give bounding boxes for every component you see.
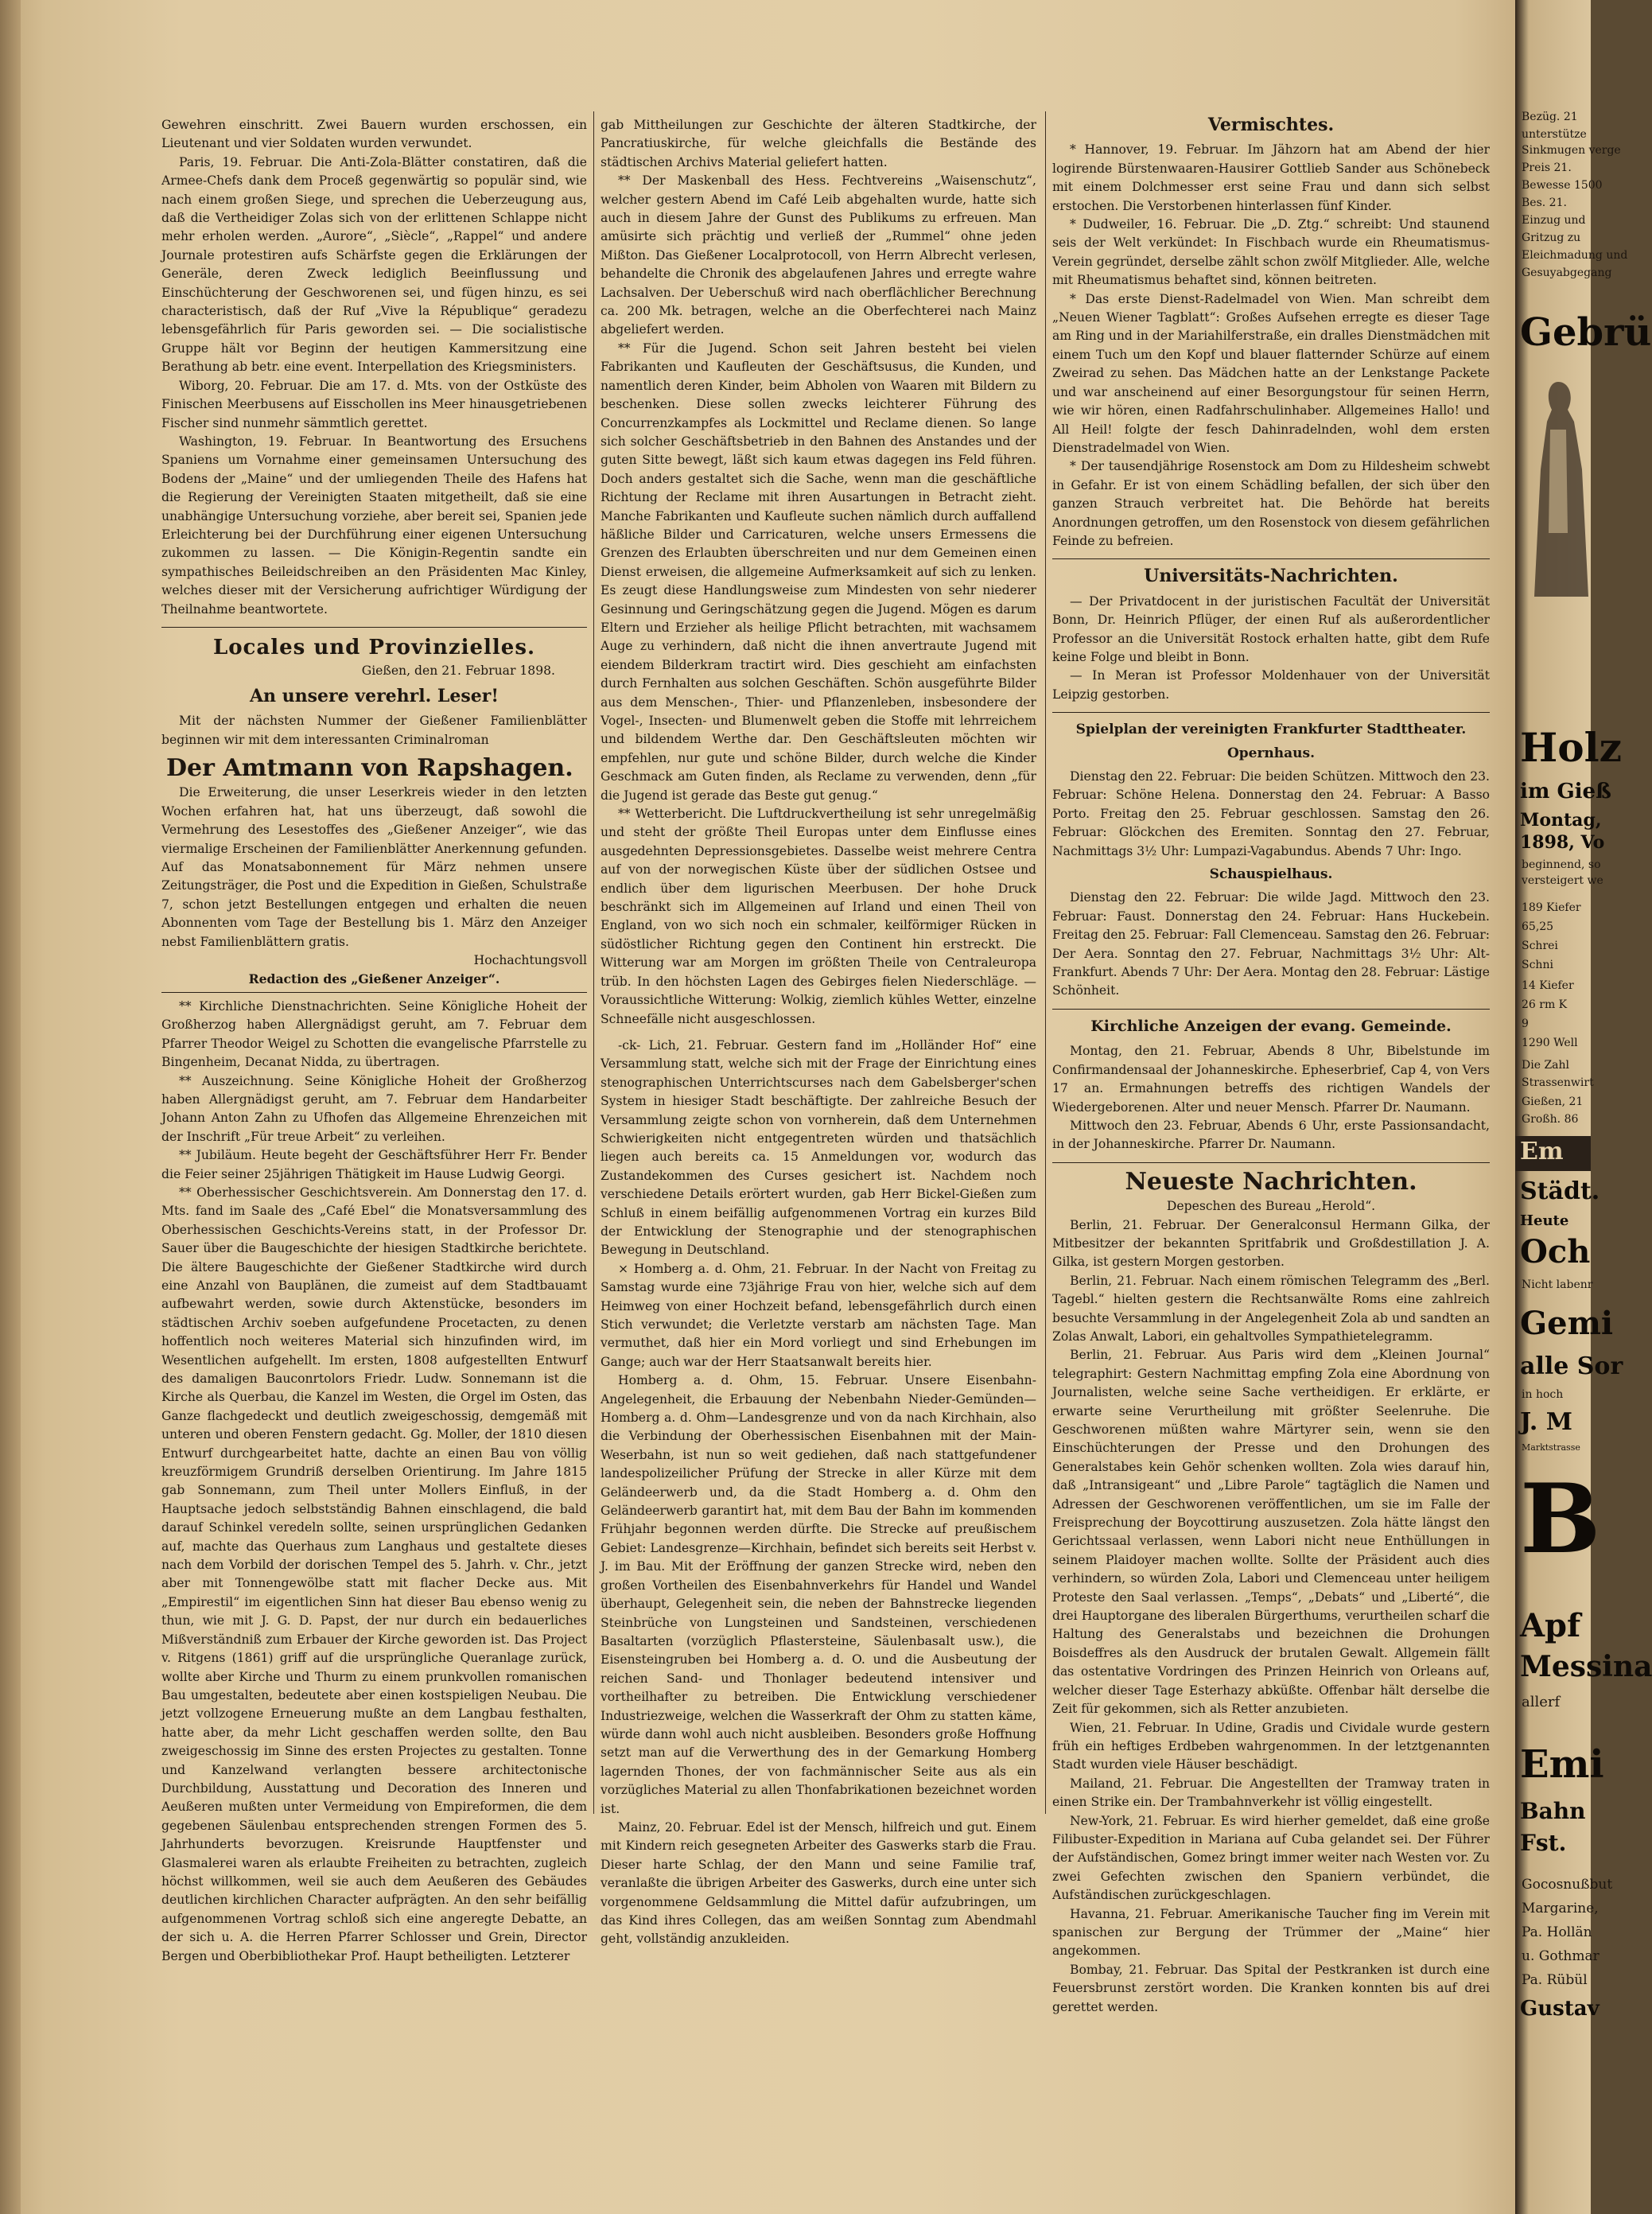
article-auszeichnung: ** Auszeichnung. Seine Königliche Hoheit der Großherzog haben Allergnädigst geruht, am 7. Februar dem Handarbeiter Johann Anton Zahn zu Ufhofen das Allgemeine Ehrenzeichen mit der Inschrift „Für treue Arbeit“ zu verleihen. bbox=[161, 1073, 587, 1144]
article-paris: Paris, 19. Februar. Die Anti-Zola-Blätter constatiren, daß die Armee-Chefs dank dem Proceß gegenwärtig so populär sind, wie nach einem großen Siege, und sprechen die Ueberzeugung aus, daß die Vertheidiger Zolas sich von der erlittenen Schlappe nicht mehr erholen werden. „Aurore“, „Siècle“, „Rappel“ und andere Journale protestiren aufs Schärfste gegen die Erklärungen der Generäle, deren Zweck lediglich Beeinflussung und Einschüchterung der Geschworenen sei, und fügen hinzu, es sei characteristisch, daß der Ruf „Vive la République“ geradezu lebensgefährlich für Paris geworden sei. — Die socialistische Gruppe hält vor Beginn der heutigen Kammersitzung eine Berathung ab betr. eine event. Interpellation des Kriegsministers. bbox=[161, 154, 587, 375]
article-mainz: Mainz, 20. Februar. Edel ist der Mensch, hilfreich und gut. Einem mit Kindern reich gesegneten Arbeiter des Gaswerks starb die Frau. Dieser harte Schlag, der den Mann und seine Familie traf, veranlaßte die übrigen Arbeiter des Gaswerks, durch eine unter sich vorgenommene Geldsammlung die Mittel dafür aufzubringen, um das Kind ihres Collegen, das am weißen Sonntag zum Abendmahl geht, vollständig anzukleiden. bbox=[601, 1819, 1036, 1947]
strip-line: Die Zahl bbox=[1522, 1059, 1570, 1072]
strip-ad-title: Bahn bbox=[1520, 1798, 1586, 1824]
section-divider bbox=[1052, 558, 1490, 559]
dispatch-source: Depeschen des Bureau „Herold“. bbox=[1166, 1199, 1376, 1214]
column-rule-1 bbox=[593, 111, 594, 1814]
strip-line: Gritzug zu bbox=[1522, 232, 1581, 244]
article-wiborg: Wiborg, 20. Februar. Die am 17. d. Mts. von der Ostküste des Finischen Meerbusens auf Eisschollen ins Meer hinausgetriebenen Fischer sind nunmehr sämmtlich gerettet. bbox=[161, 378, 587, 430]
strip-ad-title: Gebrü bbox=[1520, 310, 1652, 355]
article-homberg-2: Homberg a. d. Ohm, 15. Februar. Unsere Eisenbahn-Angelegenheit, die Erbauung der Nebenbahn Nieder-Gemünden—Homberg a. d. Ohm—Landesgrenze und von da nach Kirchhain, also die Verbindung der Oberhessischen Eisenbahnen mit der Main-Weserbahn, ist nun so weit gediehen, daß nach stattgefundener landespolizeilicher Prüfung der Strecke in aller Kürze mit dem Geländeerwerb und, da die Stadt Homberg a. d. Ohm den Geländeerwerb garantirt hat, mit dem Bau der Bahn im kommenden Frühjahr begonnen werden dürfte. Die Strecke auf preußischem Gebiet: Landesgrenze—Kirchhain, befindet sich bereits seit Herbst v. J. im Bau. Mit der Eröffnung der ganzen Strecke wird, neben den großen Vortheilen des Eisenbahnverkehrs für Handel und Wandel überhaupt, Gelegenheit sein, die neben der Bahnstrecke liegenden Steinbrüche von Lungsteinen und Sandsteinen, verschiedenen Basaltarten (vorzüglich Pflastersteine, Säulenbasalt usw.), die Eisensteingruben bei Homberg a. d. O. und die Ausbeutung der reichen Sand- und Thonlager bedeutend intensiver und vortheilhafter zu betreiben. Die Entwicklung verschiedener Industriezweige, welchen die Wasserkraft der Ohm zu statten käme, würde dann wohl auch nicht ausbleiben. Besonders große Hoffnung setzt man auf die Verwerthung des in der Gemarkung Homberg lagernden Thones, der von fachmännischer Seite aus als ein vorzügliches Material zu allen Thonfabrikationen bezeichnet worden ist. bbox=[601, 1373, 1036, 1816]
strip-line: Pa. Rübül bbox=[1522, 1972, 1588, 1988]
notice-body: Die Erweiterung, die unser Leserkreis wieder in den letzten Wochen erfahren hat, hat uns überzeugt, daß sowohl die Vermehrung des Lesestoffes des „Gießener Anzeiger“, wie das viermalige Erscheinen der Familienblätter Anerkennung gefunden. Auf das Monatsabonnement für März nehmen unsere Zeitungsträger, die Post und die Expedition in Gießen, Schulstraße 7, schon jetzt Bestellungen entgegen und erhalten die neuen Abonnenten vom Tage der Bestellung bis 1. März den Anzeiger nebst Familienblättern gratis. bbox=[161, 785, 587, 949]
strip-ad-title: Holz bbox=[1520, 724, 1622, 771]
article-jugend: ** Für die Jugend. Schon seit Jahren besteht bei vielen Fabrikanten und Kaufleuten der Geschäftsusus, die Kunden, und namentlich deren Kinder, beim Abholen von Waaren mit Bildern zu beschenken. Diese sollen zwecks leichterer Führung des Concurrenzkampfes als Lockmittel und Reclame dienen. So lange sich solcher Geschäftsbetrieb in den Bahnen des Anstandes und der guten Sitte bewegt, läßt sich kaum etwas dagegen ins Feld führen. Doch anders gestaltet sich die Sache, wenn man die geschäftliche Richtung der Reclame mit ihren Ausartungen in Betracht zieht. Manche Fabrikanten und Kaufleute suchen nämlich durch auffallend häßliche Bilder und Carricaturen, welche unsers Ermessens die Grenzen des Erlaubten überschreiten und nur dem Gemeinen einen Dienst erweisen, die allgemeine Aufmerksamkeit auf sich zu lenken. Es zeugt diese Handlungsweise zum Mindesten von sehr niederer Gesinnung und Geringschätzung gegen die Jugend. Mögen es darum Eltern und Erzieher als heilige Pflicht betrachten, mit wachsamem Auge zu verhindern, daß nicht die ihnen anvertraute Jugend mit eiendem Bilderkram tractirt wird. Dies geschieht am einfachsten durch Fernhalten aus solchen Geschäften. Schön ausgeführte Bilder aus dem Menschen-, Thier- und Pflanzenleben, insbesondere der Vogel-, Insecten- und Blumenwelt geben die Stoffe mit lehrreichem und bildendem Werthe dar. Den Geschäftsleuten möchten wir empfehlen, nur gute und schöne Bilder, durch welche die Kinder Geschmack am Guten finden, als Reclame zu verwenden, denn „für die Jugend ist gerade das Beste gut genug.“ bbox=[601, 340, 1036, 803]
closing-formula: Hochachtungsvoll bbox=[473, 953, 587, 968]
article-wetterbericht: ** Wetterbericht. Die Luftdruckvertheilung ist sehr unregelmäßig und steht der größte Theil Europas unter dem Einflusse eines ausgedehnten Depressionsgebietes. Dasselbe weist mehrere Centra auf von der norwegischen Küste über der südlichen Ostsee und endlich über dem ligurischen Meerbusen. Der hohe Druck beschränkt sich im Allgemeinen auf Irland und einen Theil von England, von wo sich noch ein schmaler, keilförmiger Rücken in südöstlicher Richtung gegen den Continent hin erstreckt. Die Witterung war am Morgen im größten Theile von Centraleuropa trüb. In den höchsten Lagen des Gebirges fielen Niederschläge. — Voraussichtliche Witterung: Wolkig, ziemlich kühles Wetter, einzelne Schneefälle nicht ausgeschlossen. bbox=[601, 807, 1036, 1026]
strip-line: Pa. Hollän bbox=[1522, 1924, 1592, 1940]
strip-ad-subtitle: im Gieß bbox=[1520, 780, 1611, 803]
strip-ad-title: Apf bbox=[1520, 1607, 1581, 1644]
dateline: Gießen, den 21. Februar 1898. bbox=[361, 663, 555, 679]
news-mailand: Mailand, 21. Februar. Die Angestellten der Tramway traten in einen Strike ein. Der Trambahnverkehr ist völlig eingestellt. bbox=[1052, 1776, 1490, 1810]
strip-line: Großh. 86 bbox=[1522, 1113, 1579, 1126]
strip-line: 65,25 bbox=[1522, 920, 1554, 933]
strip-line: Marktstrasse bbox=[1522, 1442, 1580, 1453]
editorial-signature: Redaction des „Gießener Anzeiger“. bbox=[248, 971, 500, 987]
section-divider bbox=[161, 627, 587, 628]
page-binding bbox=[0, 0, 21, 2214]
article-lich: -ck- Lich, 21. Februar. Gestern fand im „Holländer Hof“ eine Versammlung statt, welche sich mit der Frage der Einrichtung eines stenographischen Unterrichtscurses nach dem Gabelsberger'schen System in hiesiger Stadt beschäftigte. Der zahlreiche Besuch der Versammlung zeigte schon von vornherein, daß dem Unternehmen Schwierigkeiten nicht entgegentreten würden und thatsächlich liegen auch bereits ca. 15 Anmeldungen vor, wodurch das Zustandekommen des Curses gesichert ist. Nachdem noch verschiedene Details erörtert wurden, gab Herr Bickel-Gießen zum Schluß in einem beifällig aufgenommenen Vortrag ein kurzes Bild der Entwicklung der Stenographie und der stenographischen Bewegung in Deutschland. bbox=[601, 1037, 1036, 1258]
article-text: Gewehren einschritt. Zwei Bauern wurden erschossen, ein Lieutenant und vier Soldaten wurden verwundet. bbox=[161, 118, 587, 151]
strip-line: 26 rm K bbox=[1522, 998, 1568, 1011]
section-heading-universitaet: Universitäts-Nachrichten. bbox=[1144, 566, 1398, 587]
news-bombay: Bombay, 21. Februar. Das Spital der Pestkranken ist durch eine Feuersbrunst zerstört worden. Die Kranken konnten bis auf drei gerettet werden. bbox=[1052, 1962, 1490, 2014]
strip-line: Bes. 21. bbox=[1522, 196, 1567, 209]
news-berlin-2: Berlin, 21. Februar. Nach einem römischen Telegramm des „Berl. Tagebl.“ hielten gestern die Rechtsanwälte Roms eine zahlreich besuchte Versammlung in der Angelegenheit Zola ab und sandten an Zolas Anwalt, Labori, ein gehaltvolles Sympathietelegramm. bbox=[1052, 1273, 1490, 1344]
article-dudweiler: * Dudweiler, 16. Februar. Die „D. Ztg.“ schreibt: Und staunend seis der Welt verkündet: In Fischbach wurde ein Rheumatismus-Verein gegründet, derselbe zählt schon zwölf Mitglieder. Alle, welche mit Rheumatismus behaftet sind, können beitreten. bbox=[1052, 217, 1490, 288]
article-uni-1: — Der Privatdocent in der juristischen Facultät der Universität Bonn, Dr. Heinrich Pflüger, der einen Ruf als außerordentlicher Professor an die Universität Rostock erhalten hatte, gibt dem Rufe keine Folge und bleibt in Bonn. bbox=[1052, 593, 1490, 664]
news-berlin-1: Berlin, 21. Februar. Der Generalconsul Hermann Gilka, der Mitbesitzer der bekannten Spritfabrik und Großdestillation J. A. Gilka, ist gestern Morgen gestorben. bbox=[1052, 1217, 1490, 1270]
article-rosenstock: * Der tausendjährige Rosenstock am Dom zu Hildesheim schwebt in Gefahr. Er ist von einem Schädling befallen, der sich über den ganzen Strauch verbreitet hat. Die Behörde hat bereits Anordnungen getroffen, um den Rosenstock von diesem gefährlichen Feinde zu befreien. bbox=[1052, 459, 1490, 548]
article-geschichtsverein: ** Oberhessischer Geschichtsverein. Am Donnerstag den 17. d. Mts. fand im Saale des „Café Ebel“ die Monatsversammlung des Oberhessischen Geschichts-Vereins statt, in der Professor Dr. Sauer über die Baugeschichte der hiesigen Stadtkirche berichtete. Die ältere Baugeschichte der Gießener Stadtkirche wird durch eine Anzahl von Bauplänen, die zumeist auf dem Stadtbauamt aufbewahrt werden, sowie durch Aktenstücke, besonders im städtischen Archiv soeben aufgefundene Procetacten, zu denen hoffentlich noch weiteres Material sich hinzufinden wird, im Wesentlichen aufgehellt. Im ersten, 1808 aufgestellten Entwurf des damaligen Bauconrtolors Friedr. Ludw. Sonnemann ist die Kirche als Querbau, die Kanzel im Westen, die Orgel im Osten, das Ganze flachgedeckt und deutlich zweigeschossig, demgemäß mit unteren und oberen Fenstern gedacht. Gg. Moller, der 1810 diesen Entwurf durchgearbeitet hatte, dachte an einen Bau von völlig kreuzförmigem Grundriß derselben Orientirung. Im Jahre 1815 gab Sonnemann, zum Theil unter Mollers Einfluß, in der Hauptsache jedoch selbstständig Bahnen einschlagend, die bald darauf Schinkel veredeln sollte, seinen ursprünglichen Gedanken auf, machte das Querhaus zum Langhaus und gestaltete dieses nach dem Vorbild der dorischen Tempel des 5. Jahrh. v. Chr., jetzt aber mit Tonnengewölbe statt mit flacher Decke aus. Mit „Empirestil“ im eigentlichen Sinn hat dieser Bau ebenso wenig zu thun, wie mit J. G. D. Papst, der nur durch ein bedauerliches Mißverständniß zum Erbauer der Kirche geworden ist. Das Project v. Ritgens (1861) griff auf die ursprüngliche Queranlage zurück, wollte aber Kirche und Thurm zu einem prunkvollen romanischen Bau umgestalten, bedeutete aber einen kostspieligen Neubau. Die jetzt vollzogene Erneuerung mußte an dem Langbau festhalten, hatte aber, da mehr Licht geschaffen werden sollte, den Bau zweigeschossig im Sinne des ersten Projectes zu gestalten. Tonne und Kanzelwand verlangten bessere architectonische Durchbildung, Ausstattung und Decoration des Inneren und Aeußeren mußten unter Vermeidung von Empireformen, die dem gegebenen Säulenbau entsprechenden strengen Formen des 5. Jahrhunderts bevorzugen. Kreisrunde Hauptfenster und Glasmalerei waren als erlaubte Freiheiten zu betrachten, zugleich höchst willkommen, weil sie auch dem Aeußeren des Gebäudes deutlichen kirchlichen Character aufprägten. An den sehr beifällig aufgenommenen Vortrag schloß sich eine angeregte Debatte, an der sich u. A. die Herren Pfarrer Schlosser und Grein, Director Bergen und Oberbibliothekar Prof. Haupt betheiligten. Letzterer bbox=[161, 1185, 587, 1963]
strip-line: Strassenwirt bbox=[1522, 1076, 1594, 1089]
strip-line: Margarine, bbox=[1522, 1901, 1599, 1916]
strip-line: beginnend, so bbox=[1522, 858, 1601, 871]
novel-title: Der Amtmann von Rapshagen. bbox=[166, 754, 573, 782]
section-divider bbox=[1052, 1009, 1490, 1010]
section-heading-locales: Locales und Provinzielles. bbox=[212, 635, 536, 660]
section-divider bbox=[1052, 1162, 1490, 1163]
news-wien: Wien, 21. Februar. In Udine, Gradis und Cividale wurde gestern früh ein heftiges Erdbeben wahrgenommen. In der letztgenannten Stadt wurden viele Häuser beschädigt. bbox=[1052, 1720, 1490, 1772]
strip-line: Schrei bbox=[1522, 940, 1558, 952]
strip-ad-subtitle: 1898, Vo bbox=[1520, 832, 1605, 853]
strip-line: Gesuyabgegang bbox=[1522, 267, 1612, 279]
strip-line: Sinkmugen verge bbox=[1522, 144, 1621, 157]
news-havanna: Havanna, 21. Februar. Amerikanische Taucher fing im Verein mit spanischen zur Bergung der Trümmer der „Maine“ hier angekommen. bbox=[1052, 1906, 1490, 1959]
strip-line: Bezüg. 21 bbox=[1522, 111, 1578, 123]
section-divider bbox=[1052, 712, 1490, 713]
strip-ad-title: Messina bbox=[1520, 1650, 1652, 1683]
article-uni-2: — In Meran ist Professor Moldenhauer von der Universität Leipzig gestorben. bbox=[1052, 668, 1490, 702]
strip-line: 14 Kiefer bbox=[1522, 979, 1574, 992]
strip-line: u. Gothmar bbox=[1522, 1948, 1600, 1964]
subheading-schauspielhaus: Schauspielhaus. bbox=[1209, 866, 1333, 883]
strip-line: Nicht labenr bbox=[1522, 1278, 1593, 1291]
strip-line: 9 bbox=[1522, 1018, 1529, 1030]
notice-heading: An unsere verehrl. Leser! bbox=[249, 685, 499, 706]
news-berlin-3: Berlin, 21. Februar. Aus Paris wird dem „Kleinen Journal“ telegraphirt: Gestern Nachmittag empfing Zola eine Abordnung von Journalisten, welche seine Sache vertheidigen. Er erklärte, er erwarte seine Verurtheilung mit größter Seelenruhe. Die Geschworenen müßten wahre Märtyrer sein, wenn sie den Einschüchterungen der Presse und den Drohungen des Generalstabes kein Gehör schenken wollten. Zola wies darauf hin, daß „Intransigeant“ und „Libre Parole“ tagtäglich die Namen und Adressen der Geschworenen veröffentlichen, um sie im Falle der Freisprechung der Boycottirung auszusetzen. Zola hätte längst den Gerichtssaal verlassen, wenn Labori nicht neue Enthüllungen in seinem Plaidoyer machen wollte. Sollte der Präsident auch dies verhindern, so würden Zola, Labori und Clemenceau unter heiligem Proteste den Saal verlassen. „Temps“, „Debats“ und „Liberté“, die drei Hauptorgane des liberalen Bürgerthums, verurtheilen scharf die Haltung des Generalstabs und bezeichnen die Drohungen Boisdeffres als den Ausdruck der brutalen Gewalt. Allgemein fällt das ostentative Vordringen des Prinzen Heinrich von Orleans auf, welcher dieser Tage Esterhazy abküßte. Offenbar hält derselbe die Zeit für gekommen, sich als Retter anzubieten. bbox=[1052, 1348, 1490, 1717]
article-hannover: * Hannover, 19. Februar. Im Jähzorn hat am Abend der hier logirende Bürstenwaaren-Hausirer Gottlieb Sander aus Schönebeck mit einem Dolchmesser erst seine Frau und dann sich selbst erstochen. Die Verstorbenen hinterlassen fünf Kinder. bbox=[1052, 142, 1490, 213]
opera-schedule: Dienstag den 22. Februar: Die beiden Schützen. Mittwoch den 23. Februar: Schöne Helena. Donnerstag den 24. Februar: A Basso Porto. Freitag den 25. Februar geschlossen. Samstag den 26. Februar: Glöckchen des Eremiten. Sonntag den 27. Februar, Nachmittags 3½ Uhr: Lumpazi-Vagabundus. Abends 7 Uhr: Ingo. bbox=[1052, 769, 1490, 858]
theater-schedule: Dienstag den 22. Februar: Die wilde Jagd. Mittwoch den 23. Februar: Faust. Donnerstag den 24. Februar: Hans Huckebein. Freitag den 25. Februar: Fall Clemenceau. Samstag den 26. Februar: Der Aera. Sonntag den 27. Februar, Nachmittags 3½ Uhr: Alt-Frankfurt. Abends 7 Uhr: Der Aera. Montag den 28. Februar: Lästige Schönheit. bbox=[1052, 890, 1490, 998]
article-homberg-1: ⨯ Homberg a. d. Ohm, 21. Februar. In der Nacht von Freitag zu Samstag wurde eine 73jährige Frau von hier, welche sich auf dem Heimweg von einer Hochzeit befand, lebensgefährlich durch einen Stich verwundet; die Verletzte verstarb am nächsten Tage. Man vermuthet, daß hier ein Mord vorliegt und sind Erhebungen im Gange; auch war der Herr Staatsanwalt bereits hier. bbox=[601, 1261, 1036, 1369]
section-heading-vermischtes: Vermischtes. bbox=[1207, 115, 1335, 135]
strip-line: Bewesse 1500 bbox=[1522, 179, 1603, 192]
strip-line: Gocosnußbut bbox=[1522, 1877, 1613, 1893]
strip-ad-title: Em bbox=[1520, 1138, 1564, 1165]
column-1 bbox=[161, 116, 587, 1966]
subheading-opernhaus: Opernhaus. bbox=[1226, 745, 1316, 761]
strip-ad-subtitle: Heute bbox=[1520, 1212, 1569, 1229]
article-maskenball: ** Der Maskenball des Hess. Fechtvereins „Waisenschutz“, welcher gestern Abend im Café Leib abgehalten wurde, hatte sich auch in diesem Jahre der Gunst des Publikums zu erfreuen. Man amüsirte sich prächtig und verließ der „Rummel“ ohne jeden Mißton. Das Gießener Localprotocoll, von Herrn Albrecht verlesen, behandelte die Chronik des abgelaufenen Jahres und erregte wahre Lachsalven. Der Ueberschuß wird nach oberflächlicher Berechnung ca. 200 Mk. betragen, welche an die Oberfechterei nach Mainz abgeliefert werden. bbox=[601, 173, 1036, 337]
strip-ad-title: Städt. bbox=[1520, 1177, 1600, 1205]
strip-ad-title: Fst. bbox=[1520, 1830, 1567, 1856]
column-rule-2 bbox=[1045, 111, 1046, 1814]
church-notice-2: Mittwoch den 23. Februar, Abends 6 Uhr, erste Passionsandacht, in der Johanneskirche. Pfarrer Dr. Naumann. bbox=[1052, 1118, 1490, 1152]
strip-line: Gießen, 21 bbox=[1522, 1095, 1584, 1108]
strip-line: versteigert we bbox=[1522, 874, 1603, 887]
adjacent-page-strip bbox=[1515, 0, 1652, 2214]
strip-line: unterstütze bbox=[1522, 128, 1587, 141]
strip-line: Preis 21. bbox=[1522, 161, 1572, 174]
article-radelmadel: * Das erste Dienst-Radelmadel von Wien. Man schreibt dem „Neuen Wiener Tagblatt“: Großes Aufsehen erregte es dieser Tage am Ring und in der Mariahilferstraße, ein dralles Dienstmädchen mit einem Tuch um den Kopf und blauer flatternder Schürze auf einem Zweirad zu sehen. Das Mädchen hatte an der Lenkstange Packete und war anscheinend auf einer Besorgungstour für seinen Herrn, wie wir hören, einen Radfahrschulinhaber. Allgemeines Hallo! und All Heil! folgte der fesch Dahinradelnden, wohl dem ersten Dienstradelmadel von Wien. bbox=[1052, 291, 1490, 455]
news-newyork: New-York, 21. Februar. Es wird hierher gemeldet, daß eine große Filibuster-Expedition in Mariana auf Cuba gelandet sei. Der Führer der Aufständischen, Gomez bringt immer weiter nach Westen vor. Zu zwei Gefechten zwischen den Spaniern verbündet, die Aufständischen zurückgeschlagen. bbox=[1052, 1813, 1490, 1903]
strip-ad-title: Och bbox=[1520, 1233, 1591, 1270]
strip-line: in hoch bbox=[1522, 1388, 1564, 1401]
article-text: gab Mittheilungen zur Geschichte der älteren Stadtkirche, der Pancratiuskirche, für welche gleichfalls die Bestände des städtischen Archivs Material geliefert hatten. bbox=[601, 118, 1036, 169]
article-kirchliche: ** Kirchliche Dienstnachrichten. Seine Königliche Hoheit der Großherzog haben Allergnädigst geruht, am 7. Februar dem Pfarrer Theodor Weigel zu Schotten die evangelische Pfarrstelle zu Bingenheim, Decanat Nidda, zu übertragen. bbox=[161, 998, 587, 1070]
strip-line: Eleichmadung und bbox=[1522, 249, 1628, 262]
strip-line: 189 Kiefer bbox=[1522, 901, 1581, 914]
section-divider bbox=[161, 992, 587, 993]
section-heading-kirchliche: Kirchliche Anzeigen der evang. Gemeinde. bbox=[1090, 1017, 1452, 1035]
strip-line: allerf bbox=[1522, 1694, 1561, 1710]
notice-intro: Mit der nächsten Nummer der Gießener Familienblätter beginnen wir mit dem interessanten Criminalroman bbox=[161, 714, 587, 747]
strip-ad-title: Emi bbox=[1520, 1742, 1604, 1787]
column-2 bbox=[601, 116, 1036, 1949]
section-heading-theater: Spielplan der vereinigten Frankfurter Stadttheater. bbox=[1075, 722, 1467, 738]
strip-ad-title: Gustav bbox=[1520, 1997, 1600, 2021]
strip-line: Einzug und bbox=[1522, 214, 1586, 227]
strip-ad-title: Gemi bbox=[1520, 1305, 1614, 1342]
strip-ad-title: J. M bbox=[1520, 1408, 1572, 1436]
section-heading-neueste: Neueste Nachrichten. bbox=[1125, 1167, 1417, 1196]
strip-line: 1290 Well bbox=[1522, 1037, 1578, 1049]
strip-ad-title: alle Sor bbox=[1520, 1352, 1623, 1380]
church-notice-1: Montag, den 21. Februar, Abends 8 Uhr, Bibelstunde im Confirmandensaal der Johanneskirche. Epheserbrief, Cap 4, von Vers 17 an. Ermahnungen betreffs des richtigen Wandels der Wiedergeborenen. Alter und neuer Mensch. Pfarrer Dr. Naumann. bbox=[1052, 1044, 1490, 1115]
column-3 bbox=[1052, 116, 1490, 2017]
figure-illustration bbox=[1526, 374, 1590, 605]
strip-line: Schni bbox=[1522, 959, 1553, 971]
strip-big-letter: B bbox=[1520, 1463, 1601, 1575]
strip-ad-subtitle: Montag, bbox=[1520, 810, 1602, 831]
article-jubilaeum: ** Jubiläum. Heute begeht der Geschäftsführer Herr Fr. Bender die Feier seiner 25jährigen Thätigkeit im Hause Ludwig Georgi. bbox=[161, 1148, 587, 1181]
article-washington: Washington, 19. Februar. In Beantwortung des Ersuchens Spaniens um Vornahme einer gemeinsamen Untersuchung des Bodens der „Maine“ und der umliegenden Theile des Hafens hat die Regierung der Vereinigten Staaten mitgetheilt, daß sie eine unabhängige Untersuchung vorziehe, aber bereit sei, Spanien jede Erleichterung bei der Durchführung einer eigenen Untersuchung zukommen zu lassen. — Die Königin-Regentin sandte ein sympathisches Beileidschreiben an den Präsidenten Mac Kinley, welches dieser mit der Versicherung aufrichtiger Würdigung der Theilnahme beantwortete. bbox=[161, 434, 587, 617]
